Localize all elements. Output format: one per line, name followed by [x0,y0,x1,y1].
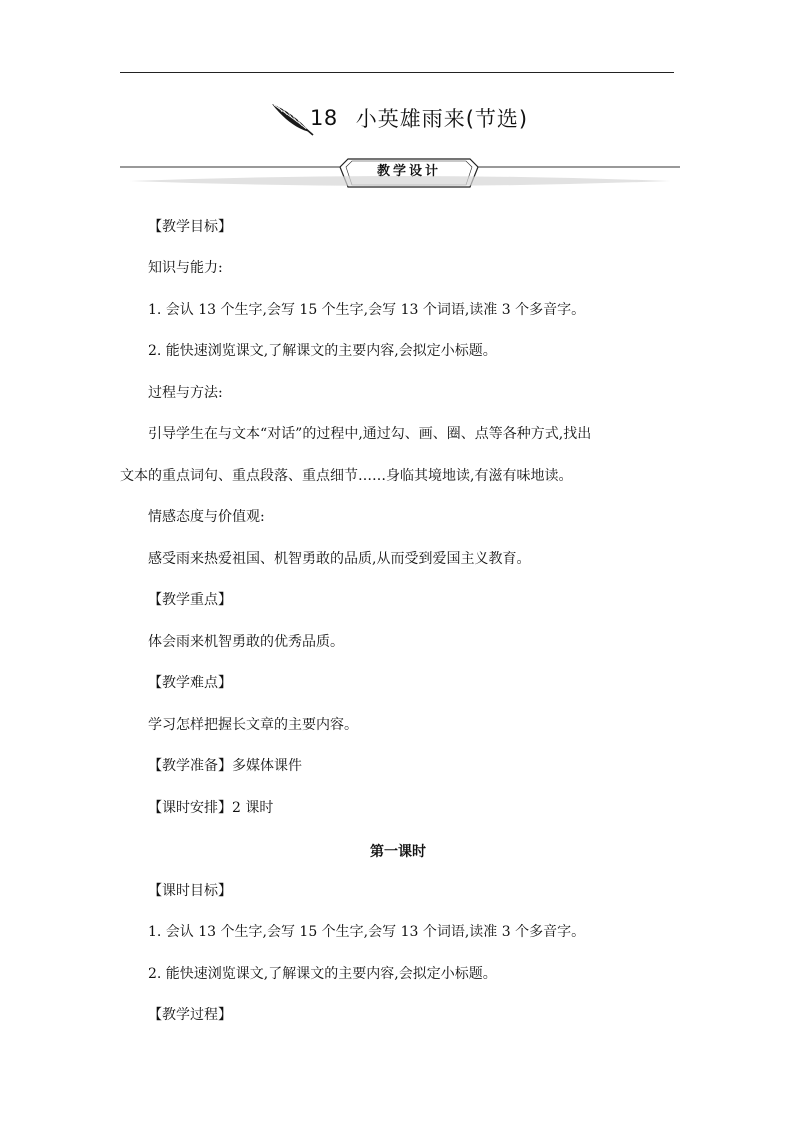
difficulty-heading: 【教学难点】 [148,675,232,691]
key-heading: 【教学重点】 [148,592,232,608]
period-title: 第一课时 [370,844,426,860]
banner-label: 教学设计 [376,164,441,179]
top-rule [120,72,674,73]
lesson-number: 18 [310,106,338,130]
emotion-heading: 情感态度与价值观: [148,509,265,525]
period-objective-item: 2. 能快速浏览课文,了解课文的主要内容,会拟定小标题。 [148,966,497,982]
difficulty-text: 学习怎样把握长文章的主要内容。 [148,717,358,733]
section-banner [120,157,680,193]
knowledge-item: 2. 能快速浏览课文,了解课文的主要内容,会拟定小标题。 [148,343,497,359]
process-text-line: 引导学生在与文本“对话”的过程中,通过勾、画、圈、点等各种方式,找出 [148,426,592,442]
process-section-heading: 【教学过程】 [148,1007,232,1023]
lesson-title: 小英雄雨来(节选) [355,107,529,131]
feather-quill-icon [270,100,314,136]
period-objectives-heading: 【课时目标】 [148,883,232,899]
process-text-line: 文本的重点词句、重点段落、重点细节……身临其境地读,有滋有味地读。 [120,468,573,484]
key-text: 体会雨来机智勇敢的优秀品质。 [148,634,344,650]
preparation-line: 【教学准备】多媒体课件 [148,758,302,774]
process-heading: 过程与方法: [148,385,223,401]
schedule-line: 【课时安排】2 课时 [148,800,274,816]
knowledge-heading: 知识与能力: [148,260,223,276]
emotion-text: 感受雨来热爱祖国、机智勇敢的品质,从而受到爱国主义教育。 [148,551,531,567]
lesson-title-row [270,96,528,140]
knowledge-item: 1. 会认 13 个生字,会写 15 个生字,会写 13 个词语,读准 3 个多音字。 [148,302,586,318]
objectives-heading: 【教学目标】 [148,219,232,235]
period-objective-item: 1. 会认 13 个生字,会写 15 个生字,会写 13 个词语,读准 3 个多音字。 [148,924,586,940]
